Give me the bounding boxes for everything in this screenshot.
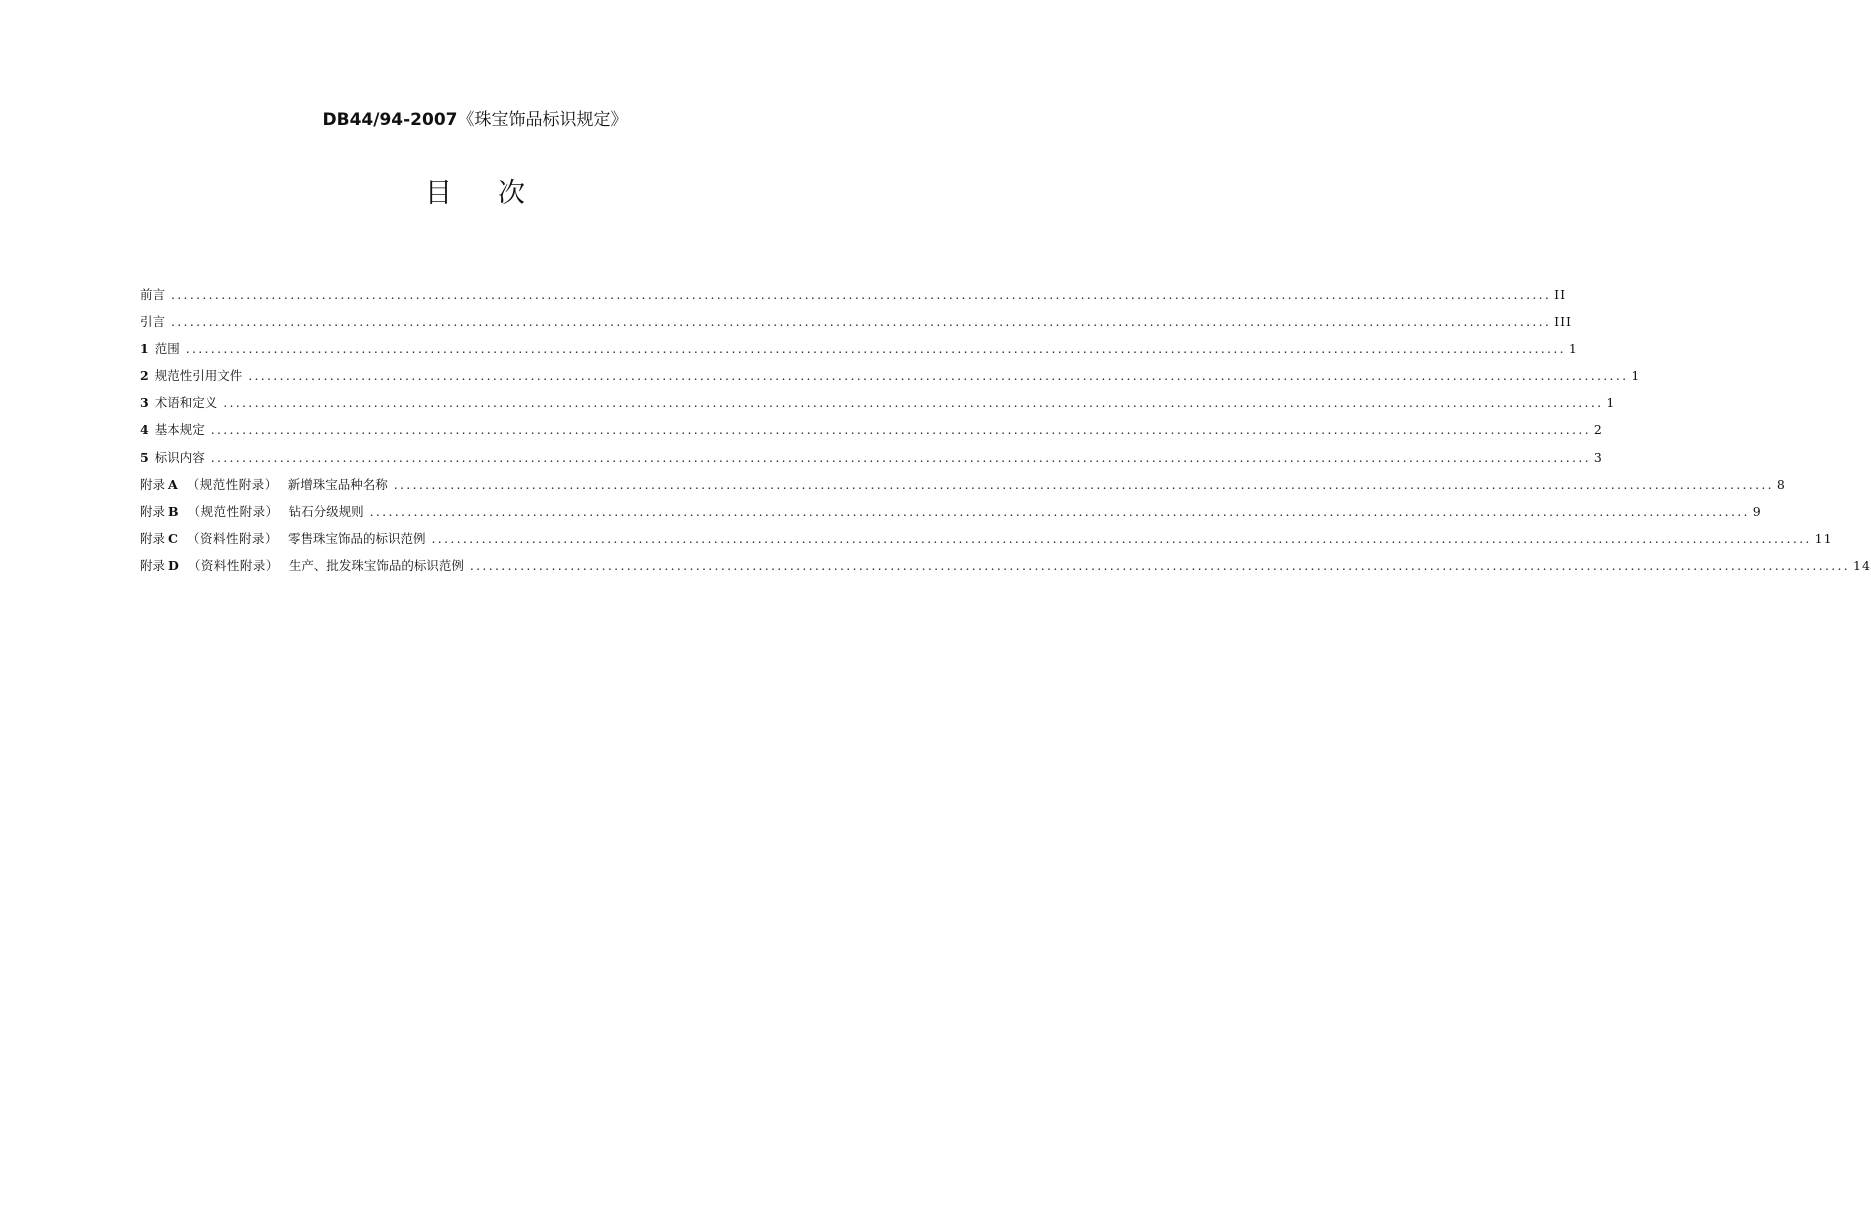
toc-entry-title: 前言 <box>140 287 166 302</box>
toc-entry-number: 2 <box>140 368 149 384</box>
toc-entry-page-number: 14 <box>1853 557 1871 573</box>
toc-entry-appendix-type: （资料性附录） <box>186 530 278 546</box>
toc-entry-page-number: 1 <box>1606 395 1616 411</box>
toc-entry[interactable] <box>140 285 1567 312</box>
toc-entry-title: 范围 <box>154 341 180 357</box>
toc-dot-leader: ............................................................................................................................................................................................................................ <box>210 422 1591 438</box>
toc-entry-page-number: 11 <box>1814 530 1833 546</box>
toc-dot-leader: ............................................................................................................................................................................................................................ <box>469 557 1851 573</box>
toc-entry-page-number: 8 <box>1776 476 1786 492</box>
toc-entry[interactable] <box>140 312 1572 339</box>
toc-dot-leader: ............................................................................................................................................................................................................................ <box>393 476 1774 492</box>
toc-entry-page-number: II <box>1554 287 1567 302</box>
toc-entry-appendix-prefix: 附录 <box>140 557 166 573</box>
toc-entry[interactable] <box>140 366 1641 393</box>
toc-dot-leader: ............................................................................................................................................................................................................................ <box>171 314 1552 330</box>
toc-entry-page-number: III <box>1554 314 1572 330</box>
toc-entry-number: 5 <box>140 449 149 465</box>
toc-entry-title: 零售珠宝饰品的标识范例 <box>287 530 426 546</box>
toc-entry-appendix-prefix: 附录 <box>140 503 166 519</box>
toc-entry[interactable] <box>140 339 1578 366</box>
table-of-contents <box>140 285 1871 583</box>
toc-dot-leader: ............................................................................................................................................................................................................................ <box>431 530 1812 546</box>
toc-dot-leader: ............................................................................................................................................................................................................................ <box>248 368 1629 384</box>
document-code: DB44/94-2007 <box>322 110 458 130</box>
toc-entry-appendix-letter: D <box>168 557 179 573</box>
toc-entry-title: 新增珠宝品种名称 <box>287 476 388 492</box>
toc-dot-leader: ............................................................................................................................................................................................................................ <box>369 503 1750 519</box>
document-name: 《珠宝饰品标识规定》 <box>457 110 628 130</box>
toc-entry[interactable] <box>140 529 1833 556</box>
toc-dot-leader: ............................................................................................................................................................................................................................ <box>171 287 1552 302</box>
toc-entry-title: 基本规定 <box>154 422 205 438</box>
toc-entry-number: 3 <box>140 395 149 411</box>
toc-entry-number: 4 <box>140 422 149 438</box>
toc-entry-appendix-type: （规范性附录） <box>186 476 278 492</box>
toc-entry[interactable] <box>140 475 1786 502</box>
toc-entry-page-number: 9 <box>1752 503 1762 519</box>
toc-dot-leader: ............................................................................................................................................................................................................................ <box>185 341 1566 357</box>
toc-entry-title: 钻石分级规则 <box>288 503 364 519</box>
toc-entry[interactable] <box>140 393 1616 420</box>
toc-entry-page-number: 3 <box>1593 449 1603 465</box>
toc-heading-char: 次 <box>498 178 525 209</box>
document-title <box>0 108 950 132</box>
toc-entry-appendix-prefix: 附录 <box>140 476 166 492</box>
toc-entry-appendix-letter: A <box>168 476 178 492</box>
toc-entry-title: 规范性引用文件 <box>154 368 243 384</box>
toc-entry-page-number: 1 <box>1631 368 1641 384</box>
toc-entry-number: 1 <box>140 341 149 357</box>
toc-entry-appendix-type: （资料性附录） <box>187 557 279 573</box>
toc-entry-appendix-letter: C <box>168 530 178 546</box>
toc-dot-leader: ............................................................................................................................................................................................................................ <box>210 449 1591 465</box>
toc-entry-appendix-letter: B <box>168 503 179 519</box>
toc-entry-page-number: 2 <box>1593 422 1603 438</box>
toc-dot-leader: ............................................................................................................................................................................................................................ <box>223 395 1604 411</box>
toc-entry[interactable] <box>140 502 1762 529</box>
toc-entry-appendix-prefix: 附录 <box>140 530 166 546</box>
toc-entry-title: 生产、批发珠宝饰品的标识范例 <box>288 557 464 573</box>
toc-heading-char: 目 <box>425 178 452 209</box>
toc-entry-title: 标识内容 <box>154 449 205 465</box>
toc-entry[interactable] <box>140 420 1603 447</box>
toc-entry-page-number: 1 <box>1568 341 1578 357</box>
toc-entry-title: 引言 <box>140 314 166 330</box>
toc-entry-appendix-type: （规范性附录） <box>187 503 279 519</box>
toc-entry[interactable] <box>140 448 1603 475</box>
toc-heading <box>0 176 950 212</box>
toc-entry[interactable] <box>140 556 1871 583</box>
toc-entry-title: 术语和定义 <box>154 395 218 411</box>
